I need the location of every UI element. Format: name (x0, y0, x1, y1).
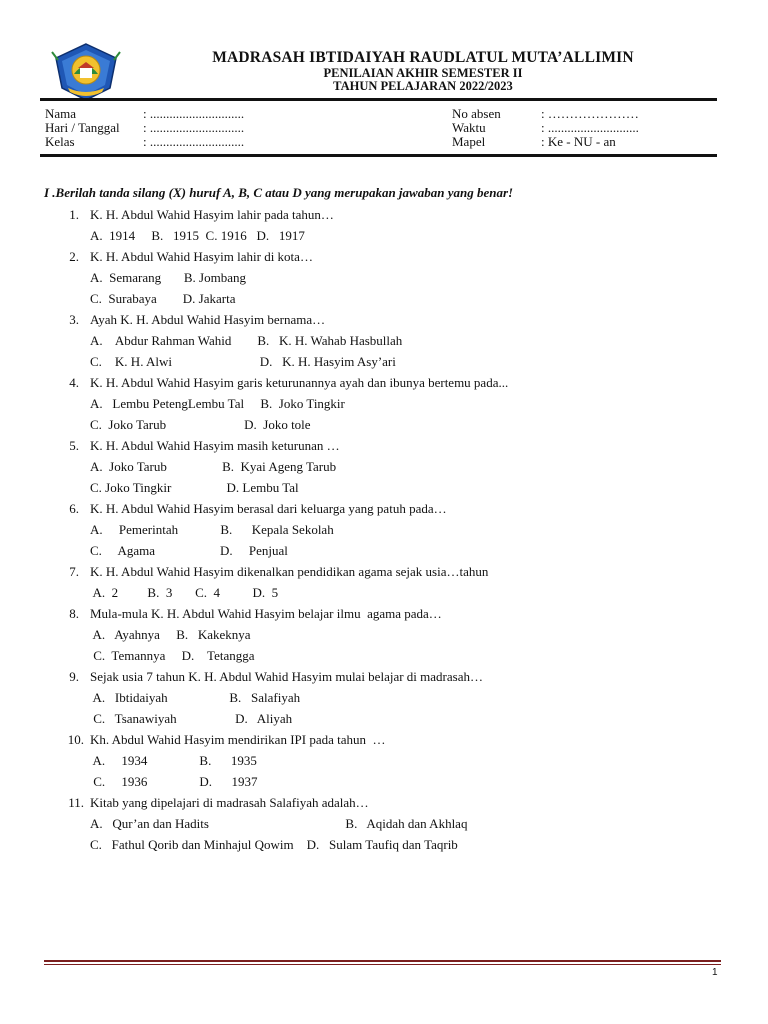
page-number: 1 (712, 967, 718, 978)
footer-rule-thin (44, 964, 721, 965)
question-text: K. H. Abdul Wahid Hasyim lahir di kota… (90, 249, 313, 264)
question-options: C. Temannya D. Tetangga (90, 648, 255, 663)
question-text: Kh. Abdul Wahid Hasyim mendirikan IPI pada tahun … (90, 732, 386, 747)
question-number: 6. (69, 501, 79, 516)
question-options: A. Abdur Rahman Wahid B. K. H. Wahab Hasbullah (90, 333, 403, 348)
question-options: C. 1936 D. 1937 (90, 774, 258, 789)
question-options: C. K. H. Alwi D. K. H. Hasyim Asy’ari (90, 354, 396, 369)
question-options: A. 1934 B. 1935 (90, 753, 257, 768)
question-text: Ayah K. H. Abdul Wahid Hasyim bernama… (90, 312, 326, 327)
academic-year: TAHUN PELAJARAN 2022/2023 (333, 79, 513, 93)
info-label-mapel: Mapel (452, 134, 486, 149)
exam-title: PENILAIAN AKHIR SEMESTER II (323, 66, 523, 80)
header-rule-top (40, 98, 717, 101)
question-text: Kitab yang dipelajari di madrasah Salafiyah adalah… (90, 795, 369, 810)
question-text: K. H. Abdul Wahid Hasyim berasal dari keluarga yang patuh pada… (90, 501, 447, 516)
question-options: C. Tsanawiyah D. Aliyah (90, 711, 293, 726)
question-options: A. 1914 B. 1915 C. 1916 D. 1917 (90, 228, 305, 243)
question-options: A. 2 B. 3 C. 4 D. 5 (90, 585, 279, 600)
question-options: A. Joko Tarub B. Kyai Ageng Tarub (90, 459, 337, 474)
question-options: A. Semarang B. Jombang (90, 270, 246, 285)
question-options: C. Fathul Qorib dan Minhajul Qowim D. Sulam Taufiq dan Taqrib (90, 837, 458, 852)
info-value-mapel: : Ke - NU - an (541, 134, 616, 149)
question-text: Sejak usia 7 tahun K. H. Abdul Wahid Hasyim mulai belajar di madrasah… (90, 669, 483, 684)
question-number: 11. (68, 795, 84, 810)
instruction-text: I .Berilah tanda silang (X) huruf A, B, C atau D yang merupakan jawaban yang benar! (44, 185, 514, 200)
info-value-nama: : ............................. (143, 106, 245, 121)
info-label-waktu: Waktu (452, 120, 486, 135)
question-text: K. H. Abdul Wahid Hasyim lahir pada tahun… (90, 207, 334, 222)
school-logo (50, 40, 122, 104)
header-rule-bottom (40, 154, 717, 157)
question-number: 3. (69, 312, 79, 327)
school-name: MADRASAH IBTIDAIYAH RAUDLATUL MUTA’ALLIMIN (212, 49, 634, 66)
question-number: 2. (69, 249, 79, 264)
question-number: 8. (69, 606, 79, 621)
question-number: 4. (69, 375, 79, 390)
info-value-noabsen: : ………………… (541, 106, 639, 121)
info-value-waktu: : ............................ (541, 120, 639, 135)
question-number: 10. (67, 732, 84, 747)
info-label-kelas: Kelas (45, 134, 75, 149)
question-options: C. Surabaya D. Jakarta (90, 291, 236, 306)
question-number: 1. (69, 207, 79, 222)
info-value-kelas: : ............................. (143, 134, 245, 149)
question-options: A. Lembu PetengLembu Tal B. Joko Tingkir (90, 396, 345, 411)
info-label-nama: Nama (45, 106, 77, 121)
question-options: A. Ibtidaiyah B. Salafiyah (90, 690, 301, 705)
info-label-hari: Hari / Tanggal (45, 120, 120, 135)
question-text: K. H. Abdul Wahid Hasyim dikenalkan pendidikan agama sejak usia…tahun (90, 564, 489, 579)
info-label-noabsen: No absen (452, 106, 501, 121)
question-text: Mula-mula K. H. Abdul Wahid Hasyim belajar ilmu agama pada… (90, 606, 442, 621)
question-options: C. Joko Tarub D. Joko tole (90, 417, 311, 432)
info-value-hari: : ............................. (143, 120, 245, 135)
question-number: 7. (69, 564, 79, 579)
question-options: C. Agama D. Penjual (90, 543, 288, 558)
question-options: A. Ayahnya B. Kakeknya (90, 627, 251, 642)
question-number: 9. (69, 669, 79, 684)
question-options: A. Pemerintah B. Kepala Sekolah (90, 522, 334, 537)
question-number: 5. (69, 438, 79, 453)
question-text: K. H. Abdul Wahid Hasyim masih keturunan … (90, 438, 340, 453)
question-options: A. Qur’an dan Hadits B. Aqidah dan Akhlaq (90, 816, 468, 831)
question-text: K. H. Abdul Wahid Hasyim garis keturunannya ayah dan ibunya bertemu pada... (90, 375, 509, 390)
question-options: C. Joko Tingkir D. Lembu Tal (90, 480, 299, 495)
footer-rule (44, 960, 721, 962)
